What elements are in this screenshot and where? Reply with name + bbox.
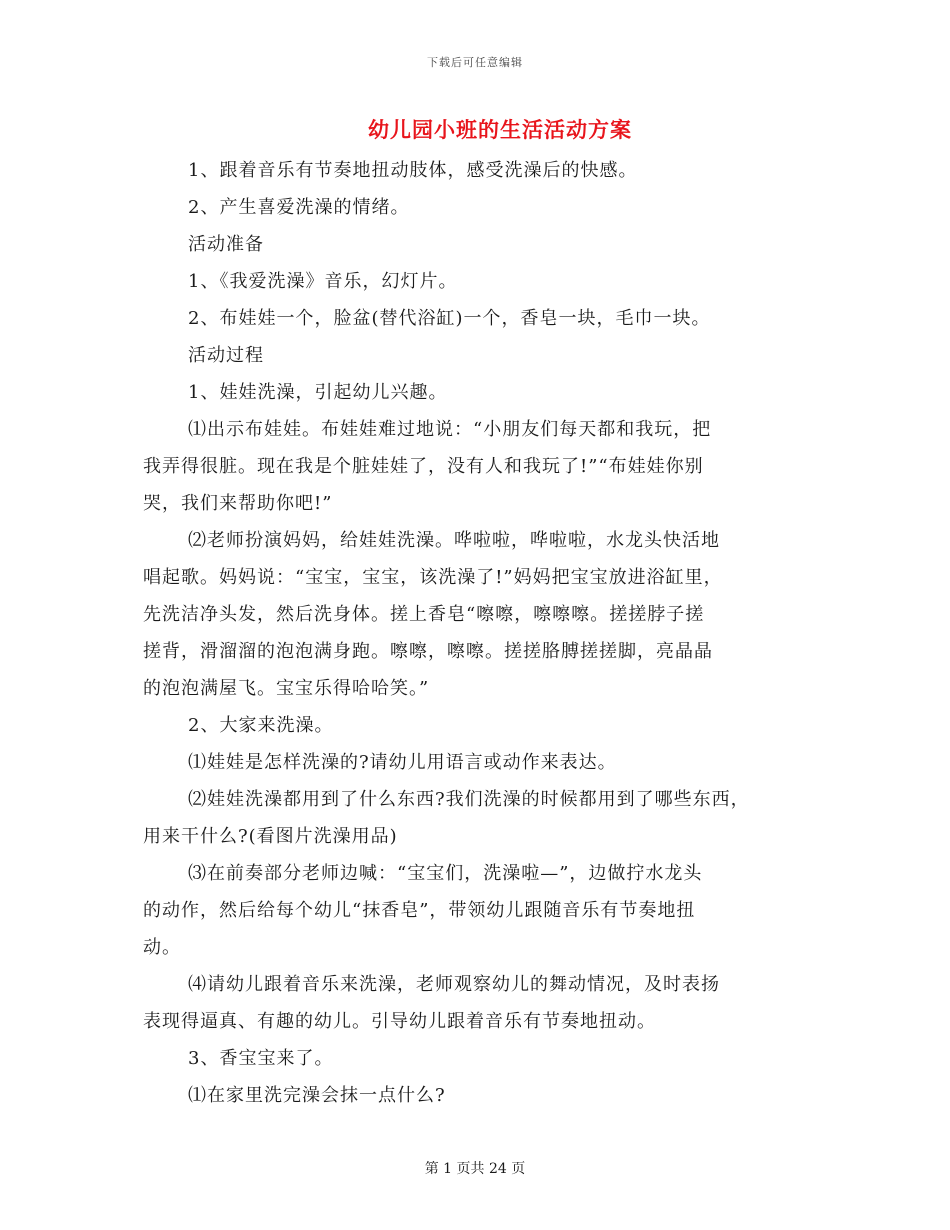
text-line: 2、布娃娃一个，脸盆(替代浴缸)一个，香皂一块，毛巾一块。 (188, 308, 711, 329)
text-line: 先洗洁净头发，然后洗身体。搓上香皂“嚓嚓，嚓嚓嚓。搓搓脖子搓 (143, 604, 705, 625)
text-line: ⑶在前奏部分老师边喊：“宝宝们，洗澡啦—”，边做拧水龙头 (188, 863, 703, 884)
text-line: 3、香宝宝来了。 (188, 1048, 334, 1069)
text-line: 哭，我们来帮助你吧!” (143, 493, 333, 514)
text-line: 2、产生喜爱洗澡的情绪。 (188, 197, 410, 218)
text-line: 1、娃娃洗澡，引起幼儿兴趣。 (188, 382, 448, 403)
text-line: ⑴出示布娃娃。布娃娃难过地说：“小朋友们每天都和我玩，把 (188, 419, 712, 440)
header-note: 下载后可任意编辑 (427, 56, 523, 69)
text-line: 动。 (143, 937, 181, 958)
text-line: 活动过程 (188, 345, 264, 366)
text-line: 活动准备 (188, 234, 264, 255)
text-line: 的泡泡满屋飞。宝宝乐得哈哈笑。” (143, 678, 430, 699)
text-line: 2、大家来洗澡。 (188, 715, 334, 736)
document-body (143, 152, 813, 1114)
text-line: ⑴娃娃是怎样洗澡的?请幼儿用语言或动作来表达。 (188, 752, 617, 773)
text-line: 的动作，然后给每个幼儿“抹香皂”，带领幼儿跟随音乐有节奏地扭 (143, 900, 696, 921)
text-line: 表现得逼真、有趣的幼儿。引导幼儿跟着音乐有节奏地扭动。 (143, 1011, 656, 1032)
text-line: ⑷请幼儿跟着音乐来洗澡，老师观察幼儿的舞动情况，及时表扬 (188, 974, 720, 995)
text-line: ⑴在家里洗完澡会抹一点什么? (188, 1085, 446, 1106)
text-line: 1、跟着音乐有节奏地扭动肢体，感受洗澡后的快感。 (188, 160, 638, 181)
text-line: ⑵老师扮演妈妈，给娃娃洗澡。哗啦啦，哗啦啦，水龙头快活地 (188, 530, 720, 551)
text-line: 我弄得很脏。现在我是个脏娃娃了，没有人和我玩了!”“布娃娃你别 (143, 456, 704, 477)
page-number: 第 1 页共 24 页 (424, 1161, 526, 1177)
document-title: 幼儿园小班的生活活动方案 (368, 117, 632, 142)
text-line: 用来干什么?(看图片洗澡用品) (143, 826, 398, 847)
text-line: 搓背，滑溜溜的泡泡满身跑。嚓嚓，嚓嚓。搓搓胳膊搓搓脚，亮晶晶 (143, 641, 713, 662)
text-line: ⑵娃娃洗澡都用到了什么东西?我们洗澡的时候都用到了哪些东西， (188, 789, 750, 810)
text-line: 1、《我爱洗澡》音乐，幻灯片。 (188, 271, 458, 292)
text-line: 唱起歌。妈妈说：“宝宝，宝宝，该洗澡了!”妈妈把宝宝放进浴缸里， (143, 567, 723, 588)
